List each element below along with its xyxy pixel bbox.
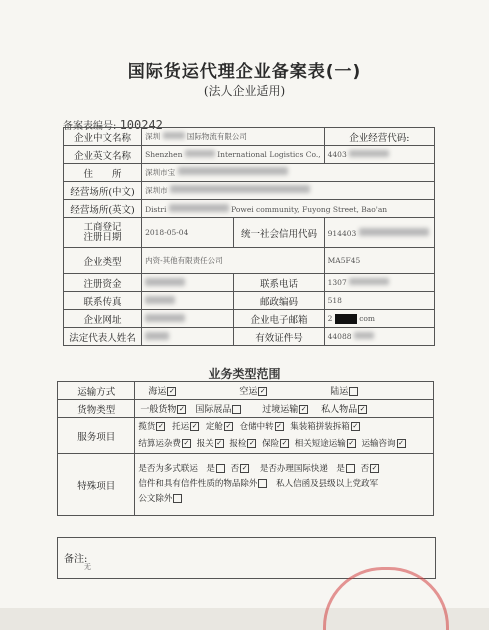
redacted-blur (354, 332, 374, 339)
checkbox[interactable] (370, 464, 379, 473)
special-row-1: 是否为多式联运 是 否✓ 是否办理国际快递 是 否✓ (138, 462, 430, 477)
phone-value: 1307 (324, 274, 434, 292)
checkbox[interactable] (280, 439, 289, 448)
checkbox[interactable] (173, 494, 182, 503)
office-cn-value: 深圳市 (142, 182, 435, 200)
service-row-2: 结算运杂费✓ 报关✓ 报检✓ 保险✓ 相关短途运输✓ 运输咨询✓ (138, 436, 430, 453)
checkbox[interactable] (215, 439, 224, 448)
redacted-box (335, 314, 357, 324)
table-row (64, 328, 435, 346)
checkbox[interactable] (190, 422, 199, 431)
reg-date-value: 2018-05-04 (142, 218, 234, 248)
office-en-label: 经营场所(英文) (64, 200, 142, 218)
checkbox[interactable] (275, 422, 284, 431)
registration-value: 100242 (119, 118, 163, 132)
private-checkbox[interactable] (358, 405, 367, 414)
checkbox[interactable] (247, 439, 256, 448)
table-row (58, 400, 434, 418)
air-checkbox[interactable] (258, 387, 267, 396)
website-value (142, 310, 234, 328)
office-cn-label: 经营场所(中文) (64, 182, 142, 200)
checkbox[interactable] (216, 464, 225, 473)
checkbox[interactable] (182, 439, 191, 448)
checkbox[interactable] (258, 479, 267, 488)
redacted-blur (349, 278, 389, 285)
capital-label: 注册资金 (64, 274, 142, 292)
table-row (64, 310, 435, 328)
notes-value: 无 (84, 563, 91, 571)
goods-label: 货物类型 (58, 400, 135, 418)
cn-name-label: 企业中文名称 (64, 128, 142, 146)
redacted-blur (163, 132, 185, 139)
redacted-blur (178, 167, 288, 175)
id-label: 有效证件号 (234, 328, 324, 346)
redacted-blur (359, 228, 429, 236)
redacted-blur (145, 296, 175, 304)
reg-date-label: 工商登记 注册日期 (64, 218, 142, 248)
table-row (64, 292, 435, 310)
general-checkbox[interactable] (177, 405, 186, 414)
redacted-blur (169, 204, 229, 212)
table-row (64, 146, 435, 164)
land-checkbox[interactable] (349, 387, 358, 396)
table-row (58, 382, 434, 400)
table-row (58, 454, 434, 516)
email-value: 2 com (324, 310, 434, 328)
table-row (64, 164, 435, 182)
type-extra: MA5F45 (324, 248, 434, 274)
table-row (58, 418, 434, 454)
address-label: 住 所 (64, 164, 142, 182)
type-label: 企业类型 (64, 248, 142, 274)
checkbox[interactable] (346, 464, 355, 473)
checkbox[interactable] (397, 439, 406, 448)
business-code-value: 4403 (324, 146, 434, 164)
credit-code-value: 914403 (324, 218, 434, 248)
special-options (135, 454, 434, 516)
exhibit-checkbox[interactable] (232, 405, 241, 414)
table-row (64, 182, 435, 200)
scope-title: 业务类型范围 (208, 367, 281, 381)
fax-label: 联系传真 (64, 292, 142, 310)
redacted-blur (349, 150, 389, 157)
special-label: 特殊项目 (58, 454, 135, 516)
type-value: 内资-其他有限责任公司 (142, 248, 325, 274)
fax-value (142, 292, 234, 310)
service-row-1: 揽货✓ 托运✓ 定舱✓ 仓储中转✓ 集装箱拼装拆箱✓ (138, 419, 430, 436)
legal-rep-label: 法定代表人姓名 (64, 328, 142, 346)
en-name-value: Shenzhen International Logistics Co., (142, 146, 325, 164)
business-code-label: 企业经营代码: (324, 128, 434, 146)
service-options (135, 418, 434, 454)
notes-label: 备注: (64, 554, 88, 565)
website-label: 企业网址 (64, 310, 142, 328)
scope-table (57, 381, 434, 516)
cn-name-value: 深圳 国际物流有限公司 (142, 128, 325, 146)
checkbox[interactable] (240, 464, 249, 473)
redacted-blur (170, 185, 310, 193)
redacted-blur (145, 278, 185, 286)
table-row (64, 248, 435, 274)
redacted-blur (145, 314, 185, 322)
phone-label: 联系电话 (234, 274, 324, 292)
redacted-blur (185, 150, 215, 157)
office-en-value: Distri Powei community, Fuyong Street, Bao'an (142, 200, 435, 218)
company-info-table (63, 127, 435, 346)
transit-checkbox[interactable] (299, 405, 308, 414)
transport-label: 运输方式 (58, 382, 135, 400)
checkbox[interactable] (224, 422, 233, 431)
table-row (64, 274, 435, 292)
postcode-value: 518 (324, 292, 434, 310)
transport-options: 海运✓ 空运✓ 陆运 (135, 382, 434, 400)
service-label: 服务项目 (58, 418, 135, 454)
address-value: 深圳市宝 (142, 164, 435, 182)
table-row (64, 218, 435, 248)
checkbox[interactable] (347, 439, 356, 448)
checkbox[interactable] (156, 422, 165, 431)
sea-checkbox[interactable] (167, 387, 176, 396)
document-title: 国际货运代理企业备案表(一) (127, 62, 362, 82)
table-row (64, 128, 435, 146)
checkbox[interactable] (351, 422, 360, 431)
postcode-label: 邮政编码 (234, 292, 324, 310)
registration-label: 备案表编号: (63, 121, 117, 132)
special-row-2: 信件和具有信件性质的物品除外 私人信函及县级以上党政军 (138, 479, 379, 489)
capital-value (142, 274, 234, 292)
id-value: 44088 (324, 328, 434, 346)
special-row-3: 公文除外 (138, 492, 430, 507)
en-name-label: 企业英文名称 (64, 146, 142, 164)
document-subtitle: (法人企业适用) (203, 84, 286, 98)
goods-options: 一般货物✓ 国际展品 过境运输✓ 私人物品✓ (135, 400, 434, 418)
email-label: 企业电子邮箱 (234, 310, 324, 328)
legal-rep-value (142, 328, 234, 346)
table-row (64, 200, 435, 218)
credit-code-label: 统一社会信用代码 (234, 218, 324, 248)
redacted-blur (145, 332, 169, 340)
